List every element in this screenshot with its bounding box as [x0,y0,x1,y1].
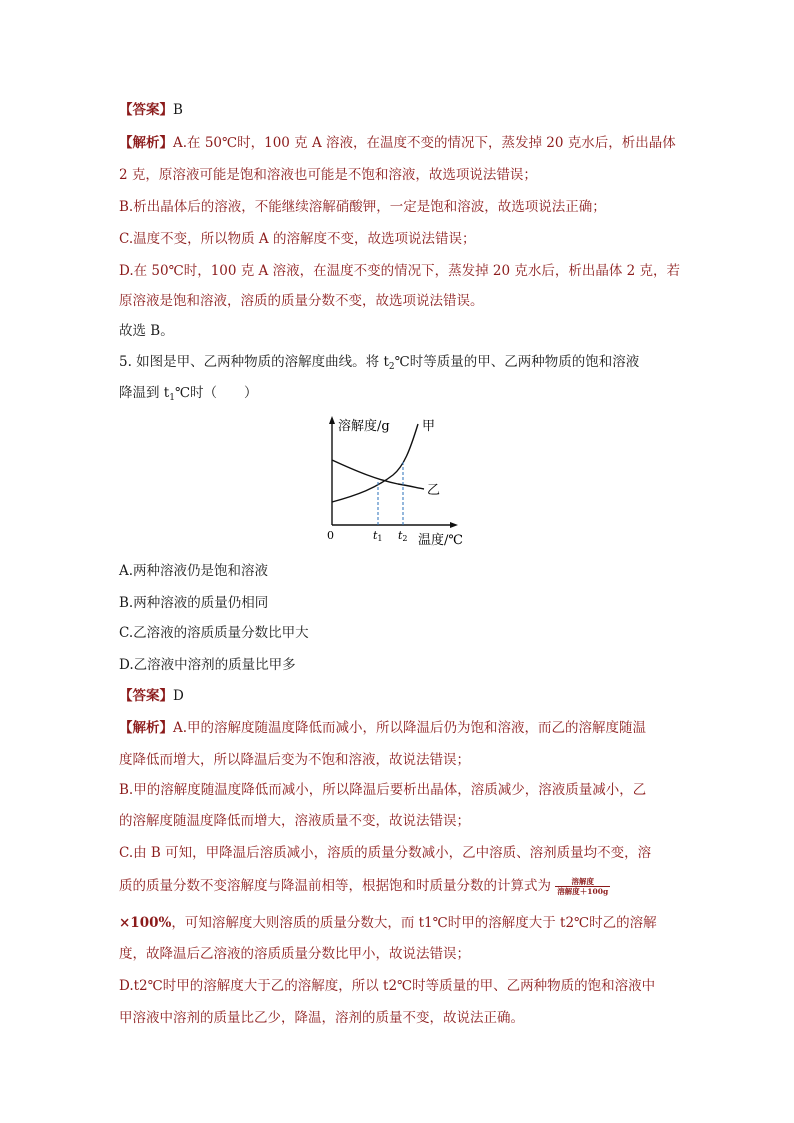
option-b: B.两种溶液的质量仍相同 [119,595,269,611]
q4-answer [119,100,183,120]
q5-analysis-line: 质的质量分数不变溶解度与降温前相等，根据饱和时质量分数的计算式为 $\frac{\text{溶解度}}{\text{溶解度＋100g}}$ [119,877,609,896]
q5-analysis-line: 度降低而增大，所以降温后变为不饱和溶液，故说法错误； [119,752,470,768]
q5-stem: 降温到 $t_1℃$时（ ） [119,385,258,403]
q4-analysis-line: C.温度不变，所以物质 A 的溶解度不变，故选项说法错误； [119,231,476,247]
option-a: A.两种溶液仍是饱和溶液 [119,563,269,579]
answer-tag: 【答案】 [119,102,173,118]
curve-jia-label: 甲 [422,419,436,434]
curve-jia [332,424,418,502]
origin-label: 0 [327,529,334,542]
q4-analysis-line: 原溶液是饱和溶液，溶质的质量分数不变，故选项说法错误。 [119,293,484,309]
q5-analysis-line: ×100%，可知溶解度大则溶质的质量分数大，而 t1℃时甲的溶解度大于 t2℃时乙的溶解 [119,915,657,931]
option-d: D.乙溶液中溶剂的质量比甲多 [119,657,296,673]
q4-analysis-line: 【解析】A.在 50℃时，100 克 A 溶液，在温度不变的情况下，蒸发掉 20 克水后，析出晶体 [119,135,676,151]
q5-analysis-line: 的溶解度随温度降低而增大，溶液质量不变，故说法错误； [119,813,470,829]
solubility-graph [318,410,478,550]
y-axis-label: 溶解度/g [338,419,390,434]
q5-analysis-line: 甲溶液中溶剂的质量比乙少，降温，溶剂的质量不变，故说法正确。 [119,1010,524,1026]
q5-analysis-line: C.由 B 可知，甲降温后溶质减小，溶质的质量分数减小，乙中溶质、溶剂质量均不变，溶 [119,845,652,861]
curve-yi-label: 乙 [427,483,441,498]
q5-answer [119,686,184,706]
q5-analysis-line: D.t2℃时甲的溶解度大于乙的溶解度，所以 t2℃时等质量的甲、乙两种物质的饱和溶液中 [119,978,656,994]
analysis-tag: 【解析】 [119,135,173,151]
q5-analysis-line: B.甲的溶解度随温度降低而减小，所以降温后要析出晶体，溶质减少，溶液质量减小，乙 [119,782,647,798]
answer-value: D [173,688,184,704]
q5-stem: 5. 如图是甲、乙两种物质的溶解度曲线。将 $t_2℃$时等质量的甲、乙两种物质的饱和溶液 [119,354,640,372]
analysis-tag: 【解析】 [119,720,173,736]
q4-conclusion: 故选 B。 [119,323,174,339]
t1-label: t1 [373,529,383,543]
q5-analysis-line: 度，故降温后乙溶液的溶质质量分数比甲小，故说法错误； [119,946,470,962]
answer-tag: 【答案】 [119,688,173,704]
t2-label: t2 [398,529,408,543]
x-axis-label: 温度/℃ [418,533,463,548]
option-c: C.乙溶液的溶质质量分数比甲大 [119,625,309,641]
q4-analysis-line: 2 克，原溶液可能是饱和溶液也可能是不饱和溶液，故选项说法错误； [119,167,537,183]
y-axis-arrow [329,416,335,424]
q4-analysis-line: D.在 50℃时，100 克 A 溶液，在温度不变的情况下，蒸发掉 20 克水后，析出晶体 2 克，若 [119,263,681,279]
q4-analysis-line: B.析出晶体后的溶液，不能继续溶解硝酸钾，一定是饱和溶波，故选项说法正确； [119,199,606,215]
q5-analysis-line: 【解析】A.甲的溶解度随温度降低而减小，所以降温后仍为饱和溶液，而乙的溶解度随温 [119,720,647,736]
answer-value: B [173,102,183,118]
x-axis-arrow [450,522,458,528]
mass-fraction-formula: $\frac{\text{溶解度}}{\text{溶解度＋100g}}$ [557,877,609,896]
